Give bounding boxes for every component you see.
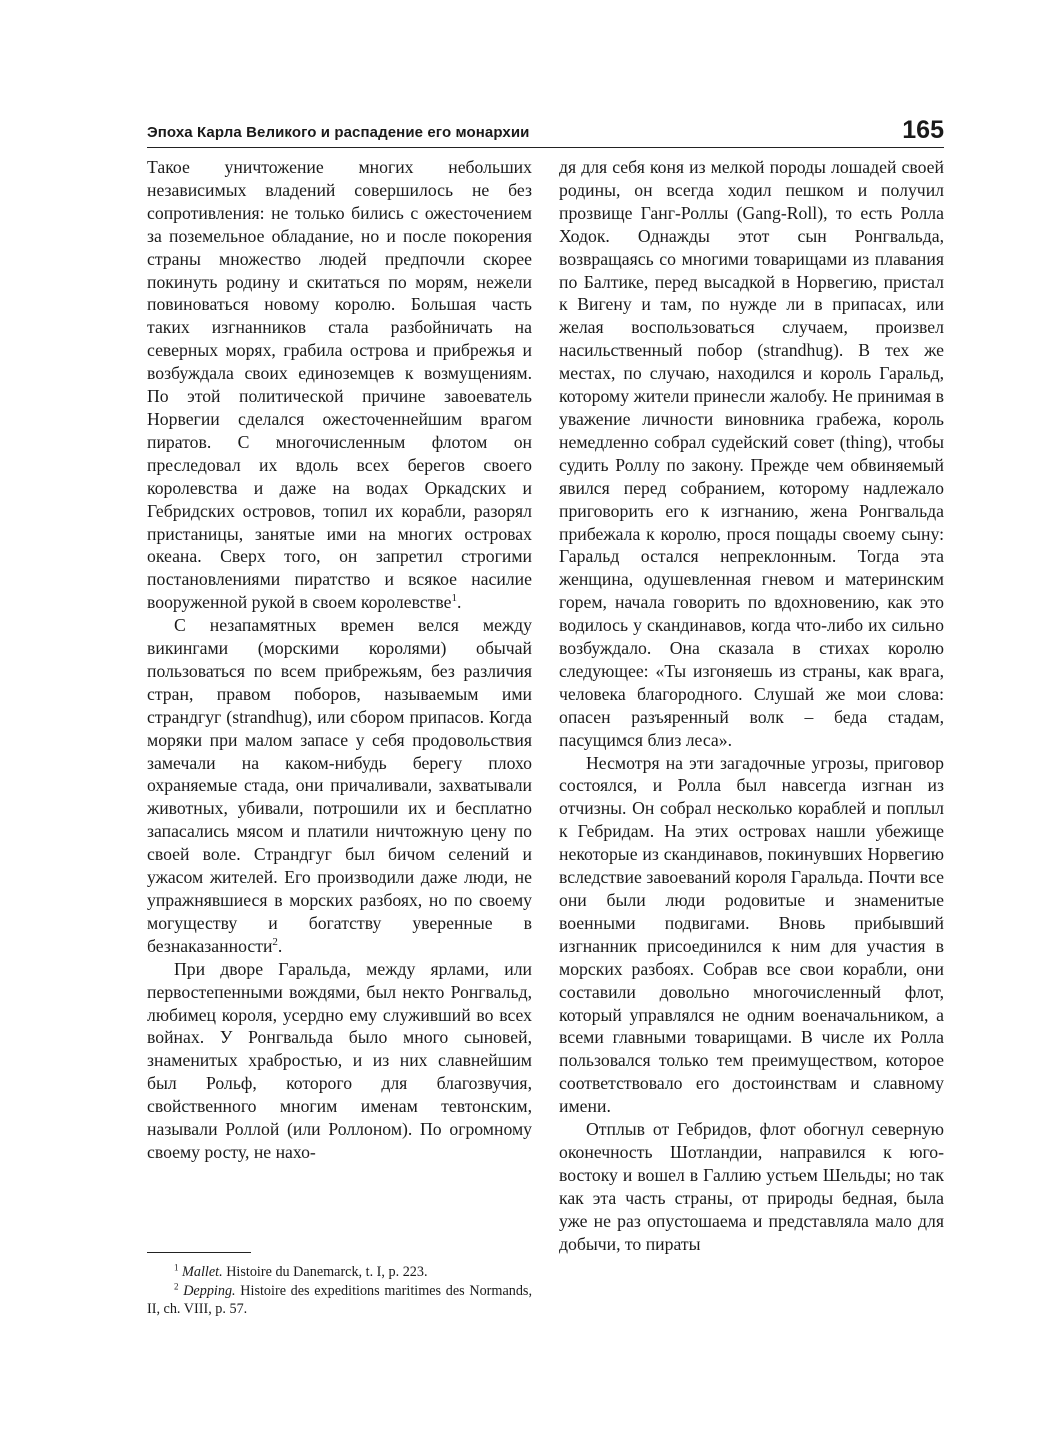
paragraph: Отплыв от Гебридов, флот обогнул северную оконечность Шотландии, направился к юго-востоку и вошел в Галлию устьем Шельды; но так как эта часть страны, от природы бедная, была уже не раз опустошаема и представляла мало для добычи, то пираты [559,1119,944,1254]
paragraph-text: Такое уничтожение многих небольших независимых владений совершилось не без сопротивления: не только бились с ожесточением за поземельное обладание, но и после покорения страны множество людей предпочли скорее покинуть родину и скитаться по морям, нежели повиноваться новому королю. Большая часть таких изгнанников стала разбойничать на северных морях, грабила острова и прибрежья и возбуждала своих единоземцев к возмущениям. По этой политической причине завоеватель Норвегии сделался ожесточеннейшим врагом пиратов. С многочисленным флотом он преследовал их вдоль всех берегов своего королевства и даже на водах Оркадских и Гебридских островов, топил их корабли, разорял пристаницы, занятые ими на многих островах океана. Сверх того, он запретил строгими постановлениями пиратство и всякое насилие вооруженной рукой в своем королевстве [147,157,532,613]
footnote-divider [147,1252,251,1253]
footnote-author: Mallet. [182,1264,223,1280]
right-column [559,156,944,1256]
left-column [147,156,532,1164]
paragraph-text: С незапамятных времен велся между викингами (морскими королями) обычай пользоваться по всем прибрежьям, без различия стран, правом поборов, называемым ими страндгуг (strandhug), или сбором припасов. Когда моряки при малом запасе у себя продовольствия замечали на каком-нибудь берегу плохо охраняемые стада, они причаливали, захватывали животных, убивали, потрошили их и бесплатно запасались мясом и платили ничтожную цену по своей воле. Страндгуг был бичом селений и ужасом жителей. Его производили даже люди, не упражнявшиеся в морских разбоях, но по своему могуществу и богатству уверенные в безнаказанности [147,615,532,956]
running-head [147,113,944,148]
running-title: Эпоха Карла Великого и распадение его монархии [147,124,530,141]
page-number: 165 [902,116,944,144]
footnote-ref: 2 [272,935,278,948]
footnote-text: Histoire du Danemarck, t. I, p. 223. [222,1264,428,1280]
footnote-text: Histoire des expeditions maritimes des Normands, II, ch. VIII, p. 57. [147,1282,532,1317]
footnote [147,1263,532,1282]
paragraph: При дворе Гаральда, между ярлами, или первостепенными вождями, был некто Ронгвальд, любимец короля, усердно ему служивший во всех войнах. У Ронгвальда было много сыновей, знаменитых храбростью, и из них славнейшим был Рольф, которого для благозвучия, свойственного многим именам тевтонским, называли Роллой (или Роллоном). По огромному своему росту, не нахо- [147,958,532,1162]
footnote-author: Depping. [183,1282,236,1299]
paragraph: Такое уничтожение многих небольших независимых владений совершилось не без сопротивления: не только бились с ожесточением за поземельное обладание, но и после покорения страны множество людей предпочли скорее покинуть родину и скитаться по морям, нежели повиноваться новому королю. Большая часть таких изгнанников стала разбойничать на северных морях, грабила острова и прибрежья и возбуждала своих единоземцев к возмущениям. По этой политической причине завоеватель Норвегии сделался ожесточеннейшим врагом пиратов. С многочисленным флотом он преследовал их вдоль всех берегов своего королевства и даже на водах Оркадских и Гебридских островов, топил их корабли, разорял пристаницы, занятые ими на многих островах океана. Сверх того, он запретил строгими постановлениями пиратство и всякое насилие вооруженной рукой в своем королевстве$^1$. [147,157,532,613]
paragraph: Несмотря на эти загадочные угрозы, приговор состоялся, и Ролла был навсегда изгнан из отчизны. Он собрал несколько кораблей и поплыл к Гебридам. На этих островах нашли убежище некоторые из скандинавов, покинувших Норвегию вследствие завоеваний короля Гаральда. Почти все они были люди родовитые и знаменитые военными подвигами. Вновь прибывший изгнанник присоединился к ним для участия в морских разбоях. Собрав все свои корабли, они составили довольно многочисленный флот, который управлялся не одним военачальником, а всеми главными товарищами. В числе их Ролла пользовался только тем преимуществом, которое соответствовало его достоинствам и славному имени. [559,752,944,1117]
paragraph: С незапамятных времен велся между викингами (морскими королями) обычай пользоваться по всем прибрежьям, без различия стран, правом поборов, называемым ими страндгуг (strandhug), или сбором припасов. Когда моряки при малом запасе у себя продовольствия замечали на каком-нибудь берегу плохо охраняемые стада, они причаливали, захватывали животных, убивали, потрошили их и бесплатно запасались мясом и платили ничтожную цену по своей воле. Страндгуг был бичом селений и ужасом жителей. Его производили даже люди, не упражнявшиеся в морских разбоях, но по своему могуществу и богатству уверенные в безнаказанности$^2$. [147,615,532,956]
footnotes [147,1263,532,1319]
footnote-marker: 2 [174,1280,179,1291]
footnote-marker: 1 [174,1262,179,1273]
footnote [147,1282,532,1319]
footnote-ref: 1 [451,592,457,605]
paragraph: дя для себя коня из мелкой породы лошадей своей родины, он всегда ходил пешком и получил прозвище Ганг-Роллы (Gang-Roll), то есть Ролла Ходок. Однажды этот сын Ронгвальда, возвращаясь со многими товарищами из плавания по Балтике, перед высадкой в Норвегию, пристал к Вигену и там, по нужде ли в припасах, или желая воспользоваться случаем, произвел насильственный побор (strandhug). В тех же местах, по случаю, находился и король Гаральд, которому жители принесли жалобу. Не принимая в уважение личности виновника грабежа, король немедленно собрал судейский совет (thing), чтобы судить Роллу по закону. Прежде чем обвиняемый явился перед собранием, которому надлежало приговорить его к изгнанию, жена Ронгвальда прибежала к королю, прося пощады своему сыну: Гаральд остался непреклонным. Тогда эта женщина, одушевленная гневом и материнским горем, начала говорить по вдохновению, как это водилось у скандинавов, когда что-либо их сильно возбуждало. Она сказала в стихах королю следующее: «Ты изгоняешь из страны, как врага, человека благородного. Слушай же мои слова: опасен разъяренный волк – беда стадам, пасущимся близ леса». [559,157,944,750]
